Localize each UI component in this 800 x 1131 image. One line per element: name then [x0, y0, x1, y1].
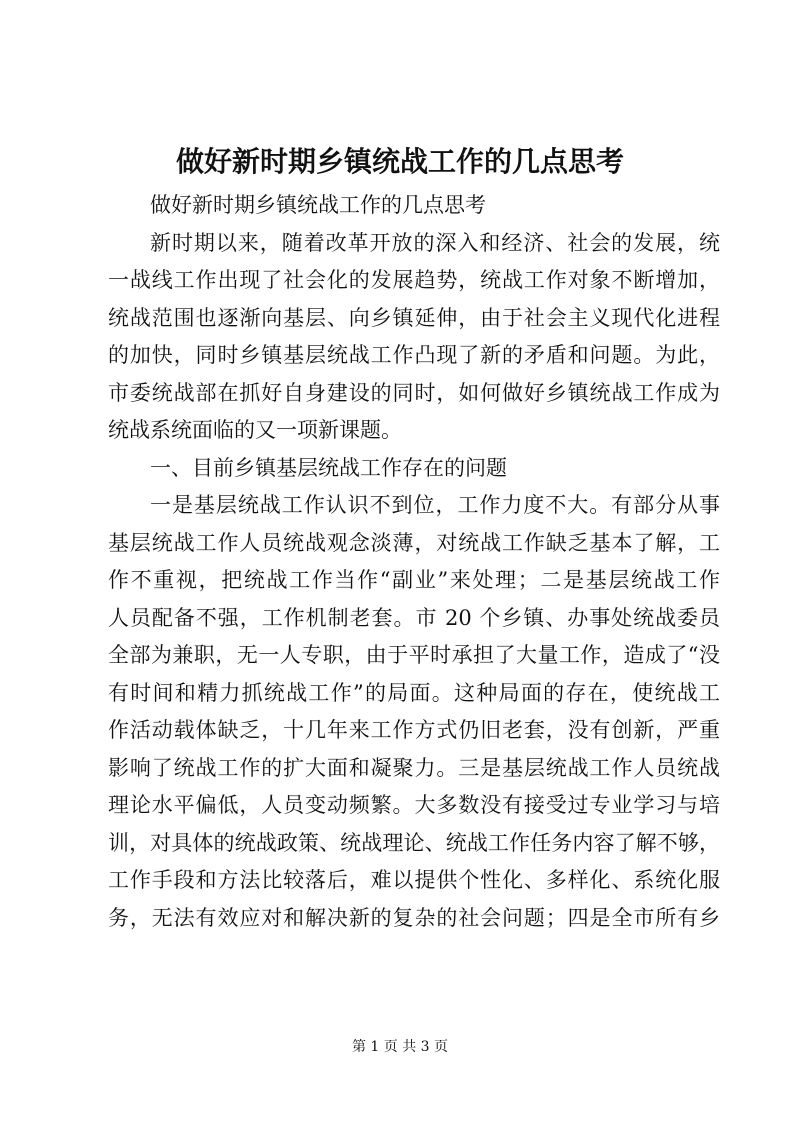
paragraph-line: 统战系统面临的又一项新课题。	[108, 418, 402, 442]
paragraph-line: 的加快，同时乡镇基层统战工作凸现了新的矛盾和问题。为此，	[108, 343, 720, 367]
document-title: 做好新时期乡镇统战工作的几点思考	[175, 145, 624, 178]
paragraph-line: 人员配备不强，工作机制老套。市 20 个乡镇、办事处统战委员	[108, 605, 720, 630]
paragraph-line: 全部为兼职，无一人专职，由于平时承担了大量工作，造成了“没	[108, 643, 720, 667]
page-footer: 第 1 页 共 3 页	[351, 1039, 449, 1055]
paragraph-line: 有时间和精力抓统战工作”的局面。这种局面的存在，使统战工	[108, 680, 720, 705]
paragraph-line: 统战范围也逐渐向基层、向乡镇延伸，由于社会主义现代化进程	[108, 305, 720, 330]
paragraph-line: 工作手段和方法比较落后，难以提供个性化、多样化、系统化服	[108, 868, 720, 892]
paragraph-line: 基层统战工作人员统战观念淡薄，对统战工作缺乏基本了解，工	[108, 530, 720, 555]
subtitle-line: 做好新时期乡镇统战工作的几点思考	[150, 193, 486, 217]
document-body	[108, 187, 720, 937]
paragraph-line: 作活动载体缺乏，十几年来工作方式仍旧老套，没有创新，严重	[108, 718, 720, 742]
paragraph-line: 市委统战部在抓好自身建设的同时，如何做好乡镇统战工作成为	[108, 380, 720, 405]
section-heading: 一、目前乡镇基层统战工作存在的问题	[150, 455, 507, 480]
paragraph-line: 影响了统战工作的扩大面和凝聚力。三是基层统战工作人员统战	[108, 755, 720, 780]
paragraph-line: 新时期以来，随着改革开放的深入和经济、社会的发展，统	[150, 230, 720, 255]
paragraph-line: 理论水平偏低，人员变动频繁。大多数没有接受过专业学习与培	[108, 793, 720, 817]
paragraph-line: 作不重视，把统战工作当作“副业”来处理；二是基层统战工作	[108, 568, 720, 592]
paragraph-line: 务，无法有效应对和解决新的复杂的社会问题；四是全市所有乡	[108, 905, 720, 930]
paragraph-line: 训，对具体的统战政策、统战理论、统战工作任务内容了解不够，	[108, 830, 720, 855]
paragraph-line: 一是基层统战工作认识不到位，工作力度不大。有部分从事	[150, 493, 720, 517]
paragraph-line: 一战线工作出现了社会化的发展趋势，统战工作对象不断增加，	[108, 268, 720, 292]
